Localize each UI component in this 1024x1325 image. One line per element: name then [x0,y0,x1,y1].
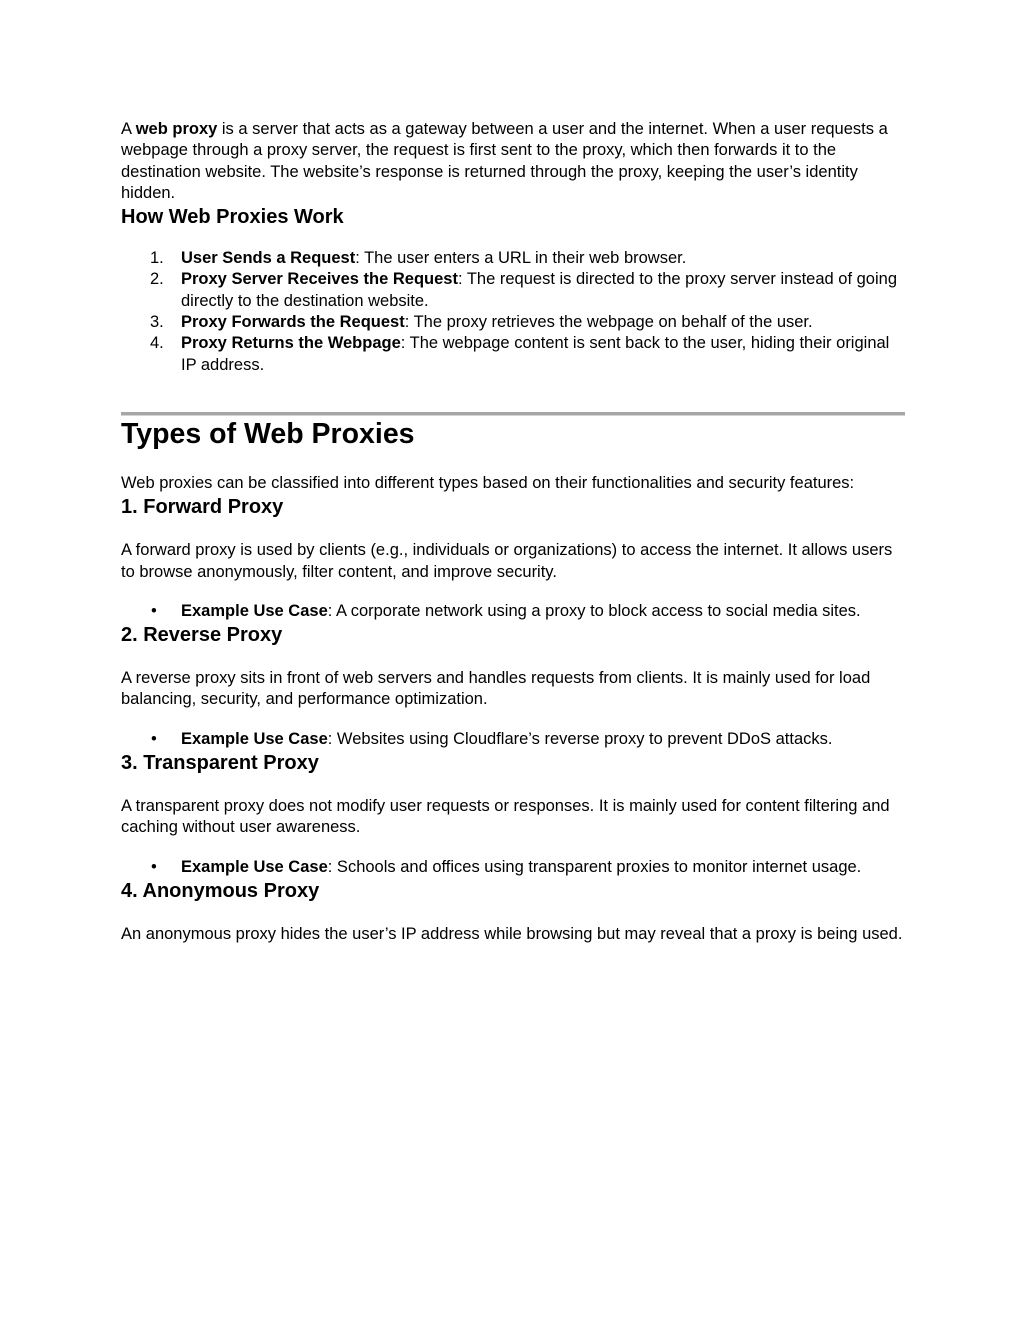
step-text: : The user enters a URL in their web browser. [355,249,687,268]
use-case-text: : A corporate network using a proxy to block access to social media sites. [327,601,861,620]
use-case-text: : Websites using Cloudflare’s reverse proxy to prevent DDoS attacks. [327,729,833,748]
how-heading: How Web Proxies Work [121,206,344,229]
step-number: 4. [150,334,164,353]
bullet-marker: • [151,601,157,620]
types-heading: Types of Web Proxies [121,417,415,450]
document-page [121,119,905,945]
use-case-label: Example Use Case [181,857,328,876]
list-item [121,333,905,376]
reverse-proxy-heading: 2. Reverse Proxy [121,624,283,647]
list-item [121,601,905,622]
use-case-label: Example Use Case [181,729,328,748]
step-title: Proxy Server Receives the Request [181,270,458,289]
forward-proxy-use-list [121,601,905,622]
intro-text: is a server that acts as a gateway between a user and the internet. When a user requests a webpage through a proxy server, the request is first sent to the proxy, which then forwards it to the destination website. The website’s response is returned through the proxy, keeping the user’s identity hidden. [121,120,888,202]
intro-paragraph [121,119,905,204]
step-title: User Sends a Request [181,249,356,268]
step-number: 3. [150,313,164,332]
bullet-marker: • [151,857,157,876]
step-title: Proxy Forwards the Request [181,313,405,332]
forward-proxy-heading: 1. Forward Proxy [121,496,284,519]
transparent-proxy-description: A transparent proxy does not modify user requests or responses. It is mainly used for content filtering and caching without user awareness. [121,797,890,837]
use-case-text: : Schools and offices using transparent proxies to monitor internet usage. [327,857,862,876]
reverse-proxy-use-list [121,729,905,750]
forward-proxy-description: A forward proxy is used by clients (e.g., individuals or organizations) to access the internet. It allows users to browse anonymously, filter content, and improve security. [121,541,893,581]
step-title: Proxy Returns the Webpage [181,334,401,353]
steps-list [121,248,905,376]
step-text: : The request is directed to the proxy server instead of going directly to the destination website. [181,270,898,310]
list-item [121,729,905,750]
step-text: : The proxy retrieves the webpage on behalf of the user. [404,313,813,332]
intro-prefix: A [121,120,136,138]
anonymous-proxy-description: An anonymous proxy hides the user’s IP address while browsing but may reveal that a proxy is being used. [121,924,903,943]
transparent-proxy-heading: 3. Transparent Proxy [121,752,319,775]
list-item [121,312,905,333]
step-number: 2. [150,270,164,289]
anonymous-proxy-heading: 4. Anonymous Proxy [121,879,320,902]
intro-bold-term: web proxy [135,120,218,138]
types-intro-paragraph: Web proxies can be classified into different types based on their functionalities and security features: [121,473,855,492]
list-item [121,269,905,312]
transparent-proxy-use-list [121,857,905,878]
reverse-proxy-description: A reverse proxy sits in front of web servers and handles requests from clients. It is mainly used for load balancing, security, and performance optimization. [121,669,871,709]
step-number: 1. [150,249,164,268]
bullet-marker: • [151,729,157,748]
list-item [121,248,905,269]
step-text: : The webpage content is sent back to the user, hiding their original IP address. [181,334,890,374]
use-case-label: Example Use Case [181,601,328,620]
list-item [121,857,905,878]
